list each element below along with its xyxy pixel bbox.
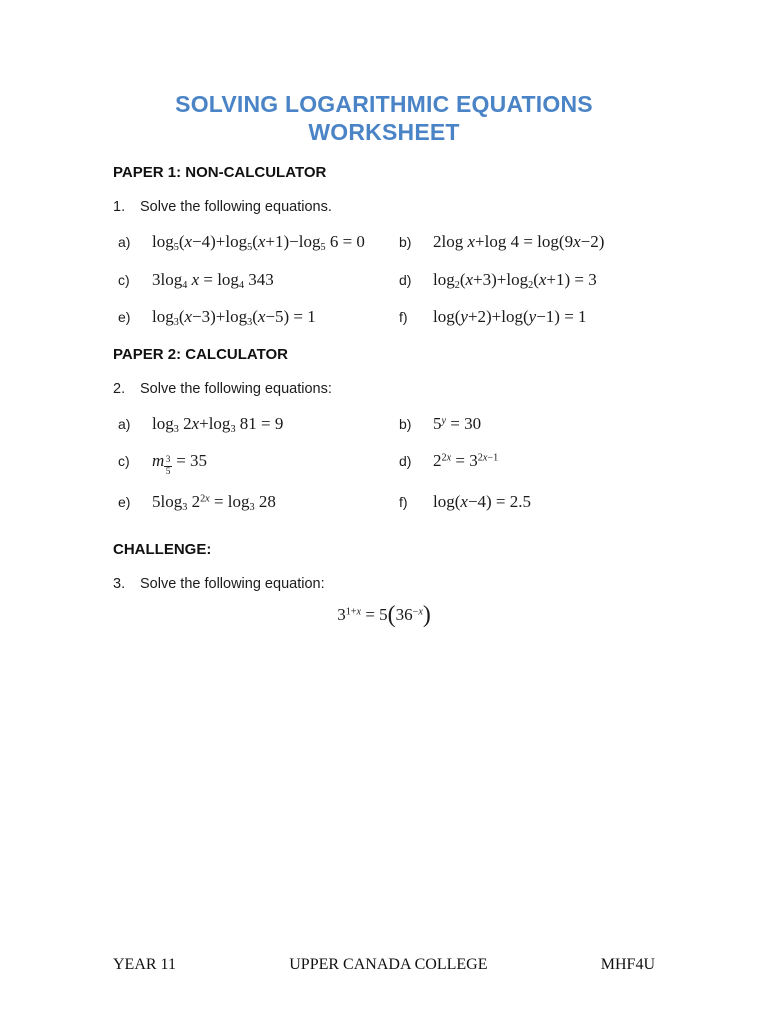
equation-1e: $\log_3(x-3)+\log_3(x-5) = 1$ [152, 307, 316, 329]
footer-year: YEAR 11 [113, 956, 176, 973]
worksheet-title [113, 90, 655, 146]
equation-label-1b: b) [399, 234, 412, 250]
question-3-number: 3. [113, 575, 126, 592]
equation-label-1c: c) [118, 271, 130, 288]
equation-label-2e: e) [118, 494, 131, 511]
equation-1f: log(y+2)+log(y−1) = 1 [433, 307, 587, 327]
equation-1a: $\log_5(x-4)+\log_5(x+1)-\log_5$ 6 = 0 [152, 232, 365, 253]
question-2-number: 2. [113, 380, 126, 397]
paper2-equations [113, 413, 655, 515]
equation-1c: $3\log_4$ $x = \log_4 343$ [152, 269, 274, 291]
equation-1b: 2log x+log 4 = log(9x−2) [433, 232, 605, 251]
equation-2e: $5\log_3$ $2^{2x} = \log_3 28$ [152, 492, 276, 514]
paper1-heading: PAPER 1: NON-CALCULATOR [113, 164, 327, 181]
equation-label-2b: b) [399, 415, 412, 432]
equation-2a: $\log_3 2x+\log_3$ 81 = 9 [152, 413, 284, 435]
footer-school: UPPER CANADA COLLEGE [289, 956, 488, 973]
equation-3: $3^{1+x} = 5(36^{-x})$ [337, 601, 431, 628]
question-1-number: 1. [113, 199, 126, 215]
paper1-equations [113, 231, 655, 330]
page-footer [113, 956, 655, 974]
paper2-heading: PAPER 2: CALCULATOR [113, 345, 289, 363]
question-1 [113, 199, 655, 216]
worksheet-title-line1: SOLVING LOGARITHMIC EQUATIONS [175, 91, 593, 117]
equation-label-1e: e) [118, 309, 131, 326]
equation-1d: $\log_2(x+3)+\log_2(x+1) = 3$ [433, 269, 597, 291]
equation-label-1a: a) [118, 234, 131, 250]
question-3-text: Solve the following equation: [140, 575, 325, 592]
equation-label-2d: d) [399, 453, 412, 470]
equation-label-1f: f) [399, 309, 408, 326]
equation-2f: log(x−4) = 2.5 [433, 492, 532, 512]
footer-course: MHF4U [600, 956, 655, 973]
question-2-text: Solve the following equations: [140, 380, 332, 397]
equation-label-2c: c) [118, 453, 130, 470]
question-3 [113, 576, 655, 593]
equation-2d: $2^{2x} = 3^{2x-1}$ [433, 451, 499, 471]
equation-label-2a: a) [118, 415, 131, 432]
equation-label-1d: d) [399, 271, 412, 288]
question-1-text: Solve the following equations. [140, 199, 332, 215]
question-2 [113, 381, 655, 398]
equation-label-2f: f) [399, 494, 408, 511]
equation-2c: m $\frac{3}{5}$ = 35 [152, 451, 208, 477]
worksheet-title-line2: WORKSHEET [308, 119, 460, 145]
challenge-heading: CHALLENGE: [113, 540, 212, 558]
equation-2b: $5^y = 30$ [433, 413, 482, 433]
